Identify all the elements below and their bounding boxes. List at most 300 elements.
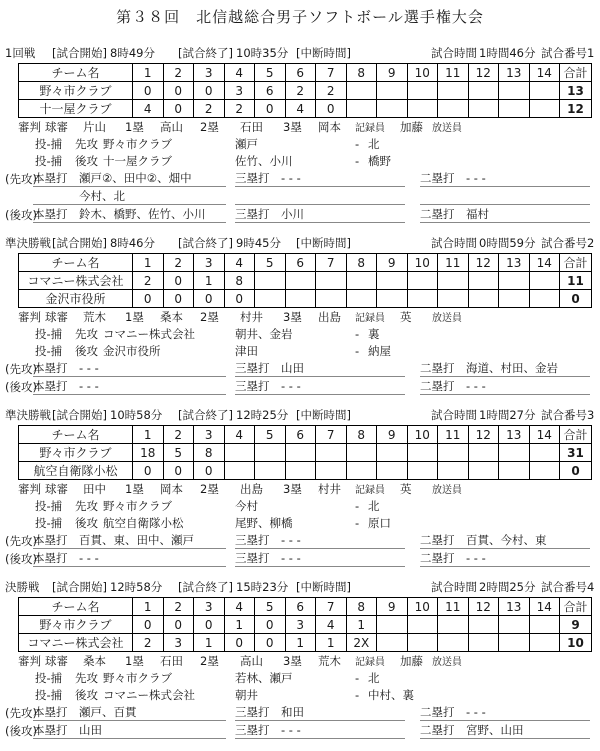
hits-row-top <box>0 704 600 721</box>
inning-cell <box>468 444 499 462</box>
inning-cell <box>255 290 286 308</box>
inning-cell <box>285 290 316 308</box>
total-header: 合計 <box>560 254 592 272</box>
inning-header: 6 <box>285 426 316 444</box>
battery-catcher: 北 <box>368 136 380 151</box>
home-run-value: 百貫、東、田中、瀬戸 <box>79 533 194 547</box>
third-base-umpire-name: 村井 <box>318 481 341 496</box>
round-label: 決勝戦 <box>5 580 40 594</box>
inning-cell <box>407 462 438 480</box>
battery-label: 投-捕 <box>35 670 63 685</box>
home-run-label: 本塁打 <box>33 207 68 221</box>
game-start-time: 12時58分 <box>110 580 163 594</box>
battery-row-top <box>0 135 600 152</box>
inning-header: 11 <box>438 254 469 272</box>
score-header-row <box>19 426 592 444</box>
scorer-label: 記録員 <box>355 657 385 668</box>
inning-cell: 0 <box>163 272 194 290</box>
umpire-label: 審判 <box>18 309 41 324</box>
inning-cell <box>377 444 408 462</box>
top-side-label: 先攻 <box>75 326 98 341</box>
inning-cell: 0 <box>133 616 164 634</box>
game-duration: 1時間27分 <box>479 408 536 422</box>
inning-cell <box>255 462 286 480</box>
double-label: 二塁打 <box>420 171 455 185</box>
top-paren-label: (先攻) <box>5 705 37 720</box>
double-field-continued <box>420 188 590 205</box>
battery-row-bottom <box>0 342 600 359</box>
inning-header: 11 <box>438 426 469 444</box>
game-end-time: 12時25分 <box>236 408 289 422</box>
inning-header: 13 <box>499 64 530 82</box>
first-base-label: 1塁 <box>125 309 144 324</box>
interruption-label: [中断時間] <box>296 580 351 594</box>
second-base-label: 2塁 <box>200 119 219 134</box>
battery-catcher: 北 <box>368 498 380 513</box>
inning-cell: 0 <box>224 290 255 308</box>
announcer-label: 放送員 <box>432 313 462 324</box>
inning-header: 10 <box>407 598 438 616</box>
inning-cell: 0 <box>163 290 194 308</box>
bottom-paren-label: (後攻) <box>5 723 37 738</box>
game-duration: 2時間25分 <box>479 580 536 594</box>
inning-cell <box>346 82 377 100</box>
game-number-value: 2 <box>587 236 595 250</box>
plate-umpire-name: 田中 <box>83 481 106 496</box>
battery-dash: - <box>355 687 360 702</box>
double-label: 二塁打 <box>420 361 455 375</box>
inning-cell <box>529 444 560 462</box>
interruption-label: [中断時間] <box>296 408 351 422</box>
game-number-label: 試合番号 <box>541 236 587 250</box>
inning-header: 6 <box>285 598 316 616</box>
inning-header: 4 <box>224 426 255 444</box>
battery-pitcher: 瀬戸 <box>235 136 258 151</box>
battery-dash: - <box>355 670 360 685</box>
team-row <box>19 462 592 480</box>
game-duration: 1時間46分 <box>479 46 536 60</box>
battery-row-bottom <box>0 514 600 531</box>
inning-header: 10 <box>407 426 438 444</box>
triple-value: 山田 <box>281 361 304 375</box>
game-time-label: 試合時間 <box>431 236 477 250</box>
inning-header: 6 <box>285 254 316 272</box>
inning-cell: 1 <box>224 616 255 634</box>
game-time-label: 試合時間 <box>431 580 477 594</box>
inning-cell <box>377 634 408 652</box>
game-number <box>541 579 600 595</box>
inning-header: 5 <box>255 254 286 272</box>
inning-cell <box>346 444 377 462</box>
inning-cell <box>316 272 347 290</box>
second-base-label: 2塁 <box>200 309 219 324</box>
game-start-time: 10時58分 <box>110 408 163 422</box>
announcer-label: 放送員 <box>432 485 462 496</box>
home-run-label: 本塁打 <box>33 723 68 737</box>
inning-cell <box>529 462 560 480</box>
inning-cell <box>499 616 530 634</box>
battery-label: 投-捕 <box>35 515 63 530</box>
triple-field <box>235 206 405 223</box>
triple-label: 三塁打 <box>235 551 270 565</box>
battery-dash: - <box>355 343 360 358</box>
battery-catcher: 中村、裏 <box>368 687 414 702</box>
first-base-umpire-name: 石田 <box>160 653 183 668</box>
home-run-value: - - - <box>79 379 99 393</box>
inning-cell <box>377 616 408 634</box>
team-row <box>19 634 592 652</box>
inning-header: 3 <box>194 598 225 616</box>
second-base-label: 2塁 <box>200 481 219 496</box>
triple-value: - - - <box>281 379 301 393</box>
triple-field <box>235 170 405 187</box>
double-value: - - - <box>466 551 486 565</box>
inning-header: 14 <box>529 598 560 616</box>
inning-header: 2 <box>163 254 194 272</box>
inning-cell <box>529 272 560 290</box>
battery-dash: - <box>355 153 360 168</box>
round-label: 1回戦 <box>5 46 36 60</box>
umpire-row <box>0 308 600 325</box>
inning-cell <box>407 100 438 118</box>
plate-umpire-label: 球審 <box>45 653 68 668</box>
score-table <box>18 597 592 652</box>
battery-row-top <box>0 669 600 686</box>
game-end-time: 15時23分 <box>236 580 289 594</box>
team-name: 航空自衛隊小松 <box>19 462 133 480</box>
battery-pitcher: 朝井、金岩 <box>235 326 293 341</box>
inning-cell <box>529 634 560 652</box>
third-base-umpire-name: 荒木 <box>318 653 341 668</box>
bottom-paren-label: (後攻) <box>5 379 37 394</box>
home-run-label: 本塁打 <box>33 379 68 393</box>
inning-cell <box>377 462 408 480</box>
game-start-time: 8時46分 <box>110 236 155 250</box>
inning-cell: 0 <box>194 616 225 634</box>
first-base-umpire-name: 桑本 <box>160 309 183 324</box>
battery-label: 投-捕 <box>35 326 63 341</box>
triple-value: - - - <box>281 723 301 737</box>
announcer-label: 放送員 <box>432 123 462 134</box>
inning-header: 10 <box>407 64 438 82</box>
inning-header: 13 <box>499 254 530 272</box>
team-total: 0 <box>560 462 592 480</box>
inning-cell <box>224 462 255 480</box>
inning-header: 11 <box>438 598 469 616</box>
top-paren-label: (先攻) <box>5 533 37 548</box>
inning-header: 1 <box>133 254 164 272</box>
home-run-value: 山田 <box>79 723 102 737</box>
second-base-umpire-name: 石田 <box>240 119 263 134</box>
inning-cell: 8 <box>224 272 255 290</box>
inning-cell: 0 <box>133 82 164 100</box>
inning-cell <box>438 616 469 634</box>
umpire-label: 審判 <box>18 653 41 668</box>
inning-cell <box>407 616 438 634</box>
home-run-label: 本塁打 <box>33 551 68 565</box>
inning-header: 5 <box>255 426 286 444</box>
inning-cell <box>346 272 377 290</box>
second-base-label: 2塁 <box>200 653 219 668</box>
double-field <box>420 704 590 721</box>
triple-value: 和田 <box>281 705 304 719</box>
inning-cell <box>377 290 408 308</box>
scorer-name: 英 <box>400 481 412 496</box>
inning-cell <box>377 82 408 100</box>
team-name: コマニー株式会社 <box>19 634 133 652</box>
battery-team: 野々市クラブ <box>103 136 172 151</box>
inning-cell: 0 <box>224 634 255 652</box>
team-name: 十一屋クラブ <box>19 100 133 118</box>
inning-cell <box>468 462 499 480</box>
team-name: 野々市クラブ <box>19 444 133 462</box>
game-section <box>0 45 600 223</box>
team-name: 金沢市役所 <box>19 290 133 308</box>
inning-cell <box>499 462 530 480</box>
inning-header: 4 <box>224 598 255 616</box>
home-run-field <box>33 722 226 739</box>
third-base-label: 3塁 <box>283 309 302 324</box>
inning-header: 13 <box>499 598 530 616</box>
inning-cell: 1 <box>316 634 347 652</box>
game-duration: 0時間59分 <box>479 236 536 250</box>
plate-umpire-label: 球審 <box>45 119 68 134</box>
triple-value: - - - <box>281 171 301 185</box>
inning-cell: 1 <box>194 634 225 652</box>
scorer-label: 記録員 <box>355 123 385 134</box>
game-number-label: 試合番号 <box>541 580 587 594</box>
battery-pitcher: 佐竹、小川 <box>235 153 293 168</box>
game-end-label: [試合終了] <box>178 408 233 422</box>
team-total: 13 <box>560 82 592 100</box>
triple-label: 三塁打 <box>235 533 270 547</box>
inning-cell: 3 <box>285 616 316 634</box>
double-label: 二塁打 <box>420 533 455 547</box>
scorer-name: 英 <box>400 309 412 324</box>
hits-row-top-continued <box>0 188 600 205</box>
battery-pitcher: 今村 <box>235 498 258 513</box>
battery-pitcher: 若林、瀬戸 <box>235 670 293 685</box>
game-number-value: 4 <box>587 580 595 594</box>
inning-cell <box>407 444 438 462</box>
battery-catcher: 裏 <box>368 326 380 341</box>
inning-cell <box>407 634 438 652</box>
home-run-field <box>33 704 226 721</box>
inning-header: 9 <box>377 254 408 272</box>
game-section <box>0 579 600 739</box>
inning-header: 7 <box>316 426 347 444</box>
game-number-label: 試合番号 <box>541 408 587 422</box>
home-run-label: 本塁打 <box>33 361 68 375</box>
inning-cell: 0 <box>133 462 164 480</box>
team-total: 11 <box>560 272 592 290</box>
game-end-time: 10時35分 <box>236 46 289 60</box>
game-start-label: [試合開始] <box>52 46 107 60</box>
inning-cell <box>285 444 316 462</box>
triple-label: 三塁打 <box>235 171 270 185</box>
team-row <box>19 82 592 100</box>
inning-cell: 5 <box>163 444 194 462</box>
home-run-field <box>33 206 226 223</box>
double-field <box>420 722 590 739</box>
inning-header: 3 <box>194 64 225 82</box>
team-name-header: チーム名 <box>19 254 133 272</box>
inning-cell: 1 <box>285 634 316 652</box>
inning-header: 12 <box>468 598 499 616</box>
inning-cell <box>285 462 316 480</box>
battery-catcher: 納屋 <box>368 343 391 358</box>
inning-header: 2 <box>163 426 194 444</box>
triple-label: 三塁打 <box>235 705 270 719</box>
triple-label: 三塁打 <box>235 379 270 393</box>
battery-label: 投-捕 <box>35 136 63 151</box>
inning-header: 9 <box>377 64 408 82</box>
triple-field <box>235 550 405 567</box>
inning-cell <box>438 634 469 652</box>
inning-cell: 4 <box>316 616 347 634</box>
second-base-umpire-name: 高山 <box>240 653 263 668</box>
first-base-umpire-name: 岡本 <box>160 481 183 496</box>
battery-catcher: 原口 <box>368 515 391 530</box>
inning-cell <box>438 462 469 480</box>
inning-cell <box>529 100 560 118</box>
game-number <box>541 45 600 61</box>
inning-cell: 2 <box>224 100 255 118</box>
game-start-label: [試合開始] <box>52 408 107 422</box>
inning-cell: 0 <box>163 100 194 118</box>
umpire-row <box>0 652 600 669</box>
inning-cell <box>529 616 560 634</box>
home-run-field <box>33 550 226 567</box>
double-value: - - - <box>466 379 486 393</box>
triple-field <box>235 378 405 395</box>
hits-row-bottom <box>0 722 600 739</box>
third-base-umpire-name: 岡本 <box>318 119 341 134</box>
inning-cell <box>438 272 469 290</box>
inning-header: 3 <box>194 254 225 272</box>
battery-team: 航空自衛隊小松 <box>103 515 184 530</box>
first-base-umpire-name: 高山 <box>160 119 183 134</box>
third-base-label: 3塁 <box>283 653 302 668</box>
plate-umpire-label: 球審 <box>45 481 68 496</box>
battery-label: 投-捕 <box>35 153 63 168</box>
team-name-header: チーム名 <box>19 426 133 444</box>
game-header <box>0 579 600 597</box>
interruption-label: [中断時間] <box>296 236 351 250</box>
inning-cell <box>377 100 408 118</box>
third-base-label: 3塁 <box>283 481 302 496</box>
triple-field <box>235 704 405 721</box>
battery-row-top <box>0 497 600 514</box>
inning-header: 12 <box>468 426 499 444</box>
inning-cell <box>468 82 499 100</box>
bottom-paren-label: (後攻) <box>5 207 37 222</box>
battery-pitcher: 津田 <box>235 343 258 358</box>
inning-cell: 1 <box>194 272 225 290</box>
double-label: 二塁打 <box>420 207 455 221</box>
inning-cell <box>316 462 347 480</box>
hits-row-top <box>0 360 600 377</box>
game-number-label: 試合番号 <box>541 46 587 60</box>
team-total: 10 <box>560 634 592 652</box>
home-run-value: 鈴木、橋野、佐竹、小川 <box>79 207 206 221</box>
battery-team: 野々市クラブ <box>103 670 172 685</box>
inning-cell <box>285 272 316 290</box>
inning-cell: 3 <box>224 82 255 100</box>
inning-cell: 0 <box>163 462 194 480</box>
game-number <box>541 407 600 423</box>
hits-row-bottom <box>0 550 600 567</box>
top-side-label: 先攻 <box>75 498 98 513</box>
double-field <box>420 550 590 567</box>
game-start-label: [試合開始] <box>52 580 107 594</box>
interruption-label: [中断時間] <box>296 46 351 60</box>
inning-cell: 6 <box>255 82 286 100</box>
announcer-label: 放送員 <box>432 657 462 668</box>
double-label: 二塁打 <box>420 379 455 393</box>
score-header-row <box>19 64 592 82</box>
inning-cell <box>255 444 286 462</box>
total-header: 合計 <box>560 426 592 444</box>
inning-header: 11 <box>438 64 469 82</box>
home-run-field-continued <box>33 188 226 205</box>
inning-cell <box>468 272 499 290</box>
triple-value: 小川 <box>281 207 304 221</box>
battery-pitcher: 尾野、柳橋 <box>235 515 293 530</box>
top-side-label: 先攻 <box>75 136 98 151</box>
double-field <box>420 360 590 377</box>
inning-cell: 0 <box>255 616 286 634</box>
scorer-label: 記録員 <box>355 485 385 496</box>
inning-cell <box>438 290 469 308</box>
battery-catcher: 橋野 <box>368 153 391 168</box>
inning-cell <box>377 272 408 290</box>
umpire-label: 審判 <box>18 481 41 496</box>
team-name-header: チーム名 <box>19 64 133 82</box>
umpire-row <box>0 480 600 497</box>
inning-cell <box>438 82 469 100</box>
inning-cell: 4 <box>133 100 164 118</box>
inning-header: 5 <box>255 64 286 82</box>
scorer-label: 記録員 <box>355 313 385 324</box>
battery-dash: - <box>355 498 360 513</box>
battery-team: 十一屋クラブ <box>103 153 172 168</box>
triple-field <box>235 722 405 739</box>
inning-header: 5 <box>255 598 286 616</box>
battery-row-top <box>0 325 600 342</box>
inning-cell <box>316 290 347 308</box>
battery-team: 野々市クラブ <box>103 498 172 513</box>
battery-dash: - <box>355 515 360 530</box>
battery-dash: - <box>355 326 360 341</box>
third-base-umpire-name: 出島 <box>318 309 341 324</box>
third-base-label: 3塁 <box>283 119 302 134</box>
game-header <box>0 235 600 253</box>
inning-cell <box>346 100 377 118</box>
inning-header: 8 <box>346 64 377 82</box>
score-table <box>18 425 592 480</box>
bottom-side-label: 後攻 <box>75 343 98 358</box>
inning-header: 7 <box>316 254 347 272</box>
inning-cell <box>499 82 530 100</box>
score-table <box>18 63 592 118</box>
team-row <box>19 272 592 290</box>
inning-header: 8 <box>346 598 377 616</box>
inning-cell <box>407 272 438 290</box>
inning-header: 7 <box>316 64 347 82</box>
inning-cell <box>499 444 530 462</box>
double-label: 二塁打 <box>420 705 455 719</box>
